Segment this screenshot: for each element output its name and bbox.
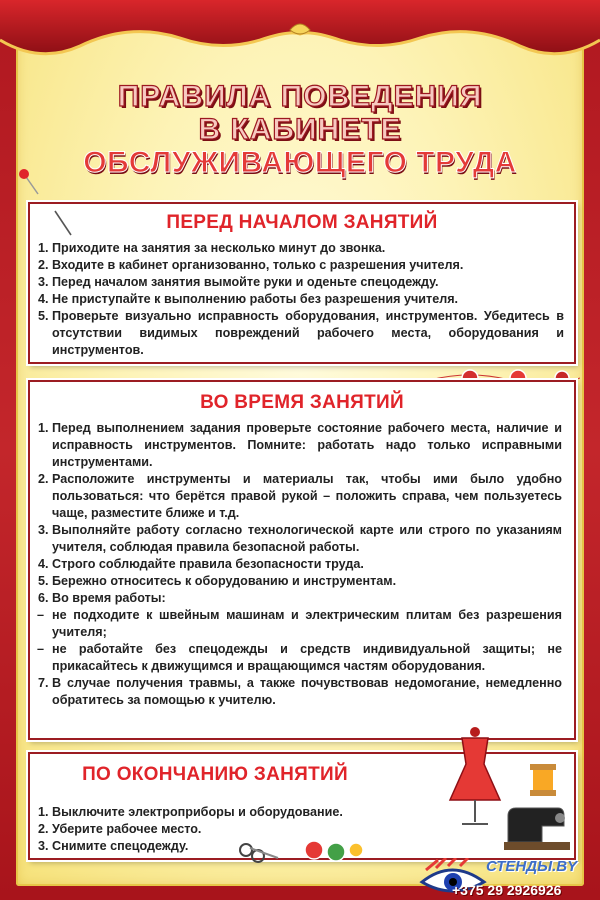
sewing-machine-icon [502, 800, 572, 852]
section-during-class [28, 380, 576, 740]
list-item: 1. Приходите на занятия за несколько минут до звонка. [38, 241, 386, 255]
phone-number: +375 29 2926926 [452, 882, 562, 898]
list-item: 4. Строго соблюдайте правила безопасности труда. [38, 557, 364, 571]
page-title [0, 80, 600, 179]
curtain-decoration [0, 0, 600, 70]
list-item: 1. Перед выполнением задания проверьте состояние рабочего места, наличие и исправность инструментов. Помните: работать надо только исправными инструментами. [38, 421, 562, 469]
scissors-buttons-decoration [236, 836, 376, 866]
pin-icon [18, 168, 42, 198]
list-item: 4. Не приступайте к выполнению работы без разрешения учителя. [38, 292, 459, 306]
list-item: 3. Снимите спецодежду. [38, 839, 189, 853]
list-item: 2. Уберите рабочее место. [38, 822, 202, 836]
section-2-heading: ВО ВРЕМЯ ЗАНЯТИЙ [200, 392, 404, 413]
section-before-class [28, 202, 576, 364]
list-item: 7. В случае получения травмы, а также почувствовав недомогание, немедленно обратитесь за помощью к учителю. [38, 676, 562, 707]
section-1-heading: ПЕРЕД НАЧАЛОМ ЗАНЯТИЙ [166, 212, 438, 233]
needle-icon [52, 208, 74, 238]
list-item: 5. Проверьте визуально исправность оборудования, инструментов. Убедитесь в отсутствии видимых повреждений рабочего места, оборудования и инструментов. [38, 309, 564, 357]
thread-spool-icon [524, 760, 564, 800]
list-item: 2. Расположите инструменты и материалы так, чтобы ими было удобно пользоваться: что берётся правой рукой – положить справа, чем пользуетесь чаще, разместите ближе и т.д. [38, 472, 562, 520]
list-item: 6. Во время работы: [38, 591, 166, 605]
list-item: – не работайте без спецодежды и средств индивидуальной защиты; не прикасайтесь к движущимся и вращающимся частям оборудования. [37, 642, 562, 673]
list-item: 3. Перед началом занятия вымойте руки и оденьте спецодежду. [38, 275, 439, 289]
list-item: 3. Выполняйте работу согласно технологической карте или строго по указаниям учителя, соблюдая правила безопасной работы. [38, 523, 562, 554]
section-3-heading: ПО ОКОНЧАНИЮ ЗАНЯТИЙ [82, 764, 348, 785]
section-1-list [30, 234, 574, 359]
site-name: СТЕНДЫ.BY [486, 858, 578, 875]
list-item: – не подходите к швейным машинам и электрическим плитам без разрешения учителя; [37, 608, 562, 639]
list-item: 2. Входите в кабинет организованно, только с разрешения учителя. [38, 258, 464, 272]
dress-form-icon [440, 724, 510, 830]
title-line-2: В КАБИНЕТЕ [198, 113, 402, 146]
list-item: 5. Бережно относитесь к оборудованию и инструментам. [38, 574, 397, 588]
title-line-3: ОБСЛУЖИВАЮЩЕГО ТРУДА [83, 146, 517, 179]
title-line-1: ПРАВИЛА ПОВЕДЕНИЯ [117, 80, 483, 113]
section-2-list [30, 414, 574, 709]
list-item: 1. Выключите электроприборы и оборудование. [38, 805, 343, 819]
